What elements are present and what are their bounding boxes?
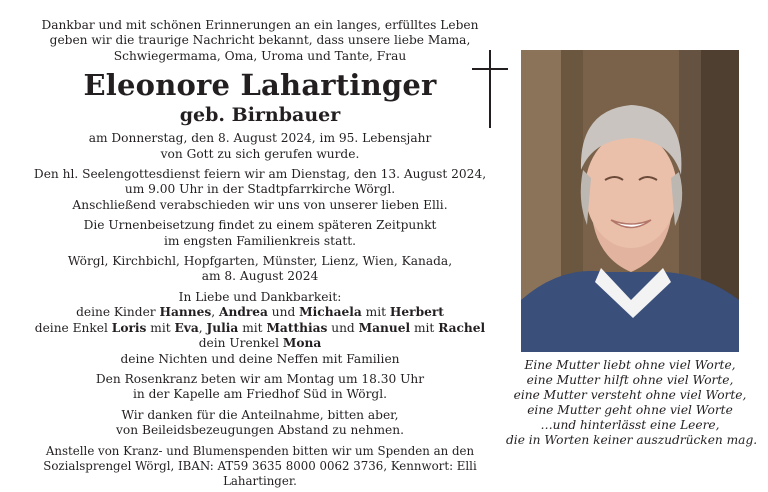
intro-text [14,18,506,64]
obituary-text [14,18,506,490]
thanks-info [14,408,506,439]
family-name: Eva [174,320,199,335]
family-name: Herbert [389,305,444,320]
portrait-photo [521,50,739,352]
cross-icon [472,50,508,130]
place-date [14,254,506,285]
urn-line: im engsten Familienkreis statt. [163,233,357,248]
mass-line: Den hl. Seelengottesdienst feiern wir am Dienstag, den 13. August 2024, [33,167,487,182]
death-notice [14,131,506,162]
thanks-line: Wir danken für die Anteilnahme, bitten aber, [121,407,399,422]
poem-line: eine Mutter versteht ohne viel Worte, [513,388,747,402]
urn-info [14,218,506,249]
intro-line: geben wir die traurige Nachricht bekannt, dass unsere liebe Mama, [49,33,471,48]
poem-line: …und hinterlässt eine Leere, [540,418,720,432]
family-name: Mona [282,336,322,351]
poem-line: eine Mutter geht ohne viel Worte [527,403,733,417]
gratitude-line: In Liebe und Dankbarkeit: [178,289,342,304]
place-line: Wörgl, Kirchbichl, Hopfgarten, Münster, Lienz, Wien, Kanada, [67,254,453,269]
family-name: Andrea [219,305,268,320]
maiden-name: geb. Birnbauer [179,104,341,127]
death-line: am Donnerstag, den 8. August 2024, im 95. Lebensjahr [88,131,432,146]
mass-info [14,167,506,213]
grandchildren-line: deine Enkel Loris mit Eva, Julia mit Matthias und Manuel mit Rachel [34,320,486,335]
date-line: am 8. August 2024 [201,269,319,284]
family-name: Julia [206,320,239,335]
family-name: Matthias [266,320,328,335]
mass-line: um 9.00 Uhr in der Stadtpfarrkirche Wörgl. [124,182,396,197]
family-name: Rachel [438,320,486,335]
poem-line: die in Worten keiner auszudrücken mag. [506,433,758,447]
deceased-name: Eleonore Lahartinger [83,68,437,103]
rosary-info [14,372,506,403]
family-list [14,305,506,367]
poem-line: eine Mutter hilft ohne viel Worte, [526,373,734,387]
family-name: Manuel [358,320,411,335]
donation-line: Sozialsprengel Wörgl, IBAN: AT59 3635 8000 0062 3736, Kennwort: Elli Lahartinger. [43,458,477,489]
death-line: von Gott zu sich gerufen wurde. [160,146,360,161]
nieces-line: deine Nichten und deine Neffen mit Familien [120,351,400,366]
donation-line: Anstelle von Kranz- und Blumenspenden bitten wir um Spenden an den [45,443,475,458]
family-name: Loris [111,320,147,335]
donation-info [14,444,506,490]
mass-line: Anschließend verabschieden wir uns von unserer lieben Elli. [72,197,448,212]
family-name: Hannes [159,305,212,320]
poem [506,358,758,448]
intro-line: Schwiegermama, Oma, Uroma und Tante, Frau [113,48,407,63]
thanks-line: von Beileidsbezeugungen Abstand zu nehmen. [116,423,404,438]
family-name: Michaela [299,305,362,320]
urn-line: Die Urnenbeisetzung findet zu einem späteren Zeitpunkt [83,218,437,233]
rosary-line: in der Kapelle am Friedhof Süd in Wörgl. [133,387,387,402]
great-grandchild-line: dein Urenkel Mona [198,336,322,351]
poem-line: Eine Mutter liebt ohne viel Worte, [524,358,736,372]
rosary-line: Den Rosenkranz beten wir am Montag um 18.30 Uhr [95,371,425,386]
children-line: deine Kinder Hannes, Andrea und Michaela mit Herbert [76,305,444,320]
intro-line: Dankbar und mit schönen Erinnerungen an ein langes, erfülltes Leben [41,18,479,32]
